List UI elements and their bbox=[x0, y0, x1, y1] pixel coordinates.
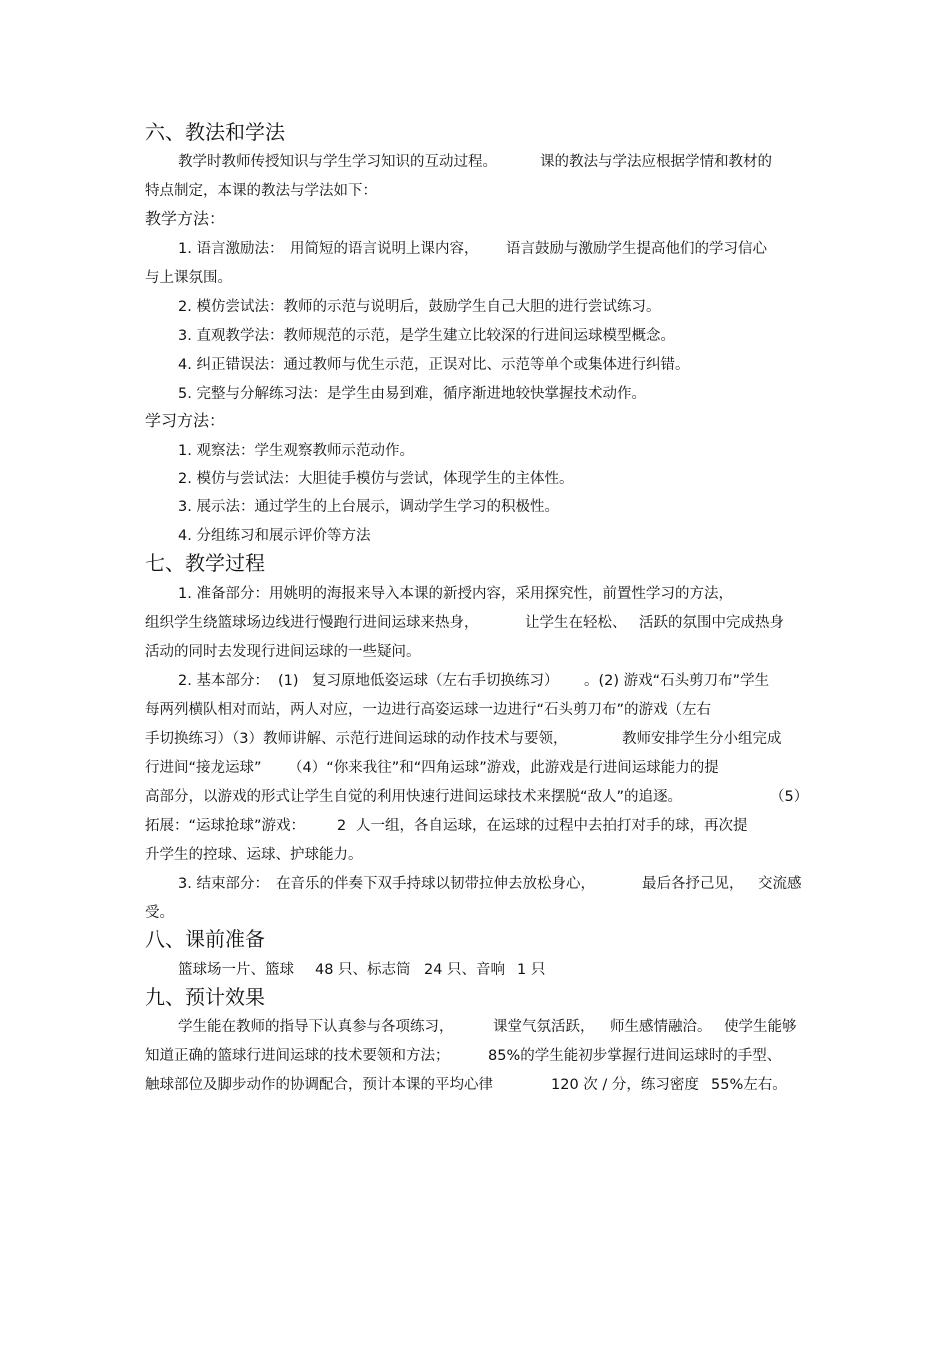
text-line: 知道正确的篮球行进间运球的技术要领和方法； bbox=[145, 1048, 450, 1064]
text-line: 24 只、音响 bbox=[424, 962, 506, 978]
text-line: 让学生在轻松、 bbox=[525, 615, 627, 631]
text-line: 特点制定，本课的教法与学法如下： bbox=[145, 183, 377, 199]
text-line: 拓展：“运球抢球”游戏： bbox=[145, 818, 306, 834]
text-line: （4）“你来我往”和“四角运球”游戏，此游戏是行进间运球能力的提 bbox=[288, 760, 719, 776]
list-item: 5. 完整与分解练习法：是学生由易到难，循序渐进地较快掌握技术动作。 bbox=[178, 386, 646, 402]
section-8-title: 八、课前准备 bbox=[145, 927, 265, 951]
teaching-methods-title: 教学方法： bbox=[145, 209, 226, 228]
text-line: 每两列横队相对而站，两人对应，一边进行高姿运球一边进行“石头剪刀布”的游戏（左右 bbox=[145, 702, 712, 718]
text-line: 用简短的语言说明上课内容， bbox=[290, 241, 479, 257]
text-line: 与上课氛围。 bbox=[145, 270, 232, 286]
list-item: 3. 展示法：通过学生的上台展示，调动学生学习的积极性。 bbox=[178, 499, 559, 515]
text-line: 1. 准备部分：用姚明的海报来导入本课的新授内容，采用探究性，前置性学习的方法， bbox=[178, 586, 733, 602]
text-line: 在音乐的伴奏下双手持球以韧带拉伸去放松身心， bbox=[276, 876, 595, 892]
list-item: 1. 观察法：学生观察教师示范动作。 bbox=[178, 443, 414, 459]
text-line: 2 bbox=[337, 818, 347, 834]
text-line: （5） bbox=[770, 789, 809, 805]
list-item: 2. 模仿与尝试法：大胆徒手模仿与尝试，体现学生的主体性。 bbox=[178, 471, 574, 487]
text-line: 课堂气氛活跃， bbox=[493, 1019, 595, 1035]
text-line: 触球部位及脚步动作的协调配合，预计本课的平均心律 bbox=[145, 1077, 493, 1093]
text-line: 教学时教师传授知识与学生学习知识的互动过程。 bbox=[178, 154, 497, 170]
text-line: 55%左右。 bbox=[711, 1077, 787, 1093]
text-line: 受。 bbox=[145, 905, 174, 921]
text-line: 组织学生绕篮球场边线进行慢跑行进间运球来热身， bbox=[145, 615, 479, 631]
list-item: 4. 纠正错误法：通过教师与优生示范，正误对比、示范等单个或集体进行纠错。 bbox=[178, 357, 690, 373]
section-9-title: 九、预计效果 bbox=[145, 985, 265, 1009]
text-line: 最后各抒己见， bbox=[642, 876, 744, 892]
text-line: 使学生能够 bbox=[724, 1019, 797, 1035]
text-line: 篮球场一片、篮球 bbox=[178, 962, 294, 978]
text-line: 行进间“接龙运球” bbox=[145, 760, 262, 776]
text-line: 2. 基本部分： bbox=[178, 673, 269, 689]
text-line: 120 次 / 分，练习密度 bbox=[551, 1077, 699, 1093]
text-line: 1. 语言激励法： bbox=[178, 241, 284, 257]
list-item: 3. 直观教学法：教师规范的示范，是学生建立比较深的行进间运球模型概念。 bbox=[178, 328, 675, 344]
text-line: (1) bbox=[278, 673, 299, 689]
text-line: 活跃的氛围中完成热身 bbox=[639, 615, 784, 631]
learning-methods-title: 学习方法： bbox=[145, 411, 226, 430]
text-line: 交流感 bbox=[758, 876, 802, 892]
text-line: 手切换练习）（3）教师讲解、示范行进间运球的动作技术与要领， bbox=[145, 731, 568, 747]
list-item: 4. 分组练习和展示评价等方法 bbox=[178, 528, 371, 544]
text-line: 1 只 bbox=[517, 962, 546, 978]
text-line: 活动的同时去发现行进间运球的一些疑问。 bbox=[145, 644, 421, 660]
text-line: 3. 结束部分： bbox=[178, 876, 269, 892]
text-line: 85%的学生能初步掌握行进间运球时的手型、 bbox=[488, 1048, 782, 1064]
section-7-title: 七、教学过程 bbox=[145, 551, 265, 575]
text-line: 语言鼓励与激励学生提高他们的学习信心 bbox=[506, 241, 767, 257]
list-item: 2. 模仿尝试法：教师的示范与说明后，鼓励学生自己大胆的进行尝试练习。 bbox=[178, 299, 661, 315]
text-line: 48 只、标志筒 bbox=[315, 962, 411, 978]
text-line: 高部分，以游戏的形式让学生自觉的利用快速行进间运球技术来摆脱“敌人”的追逐。 bbox=[145, 789, 683, 805]
text-line: 师生感情融洽。 bbox=[610, 1019, 712, 1035]
text-line: 。(2) 游戏“石头剪刀布”学生 bbox=[584, 673, 770, 689]
text-line: 学生能在教师的指导下认真参与各项练习， bbox=[178, 1019, 454, 1035]
text-line: 复习原地低姿运球（左右手切换练习） bbox=[312, 673, 559, 689]
text-line: 课的教法与学法应根据学情和教材的 bbox=[540, 154, 772, 170]
text-line: 人一组，各自运球，在运球的过程中去拍打对手的球，再次提 bbox=[356, 818, 748, 834]
text-line: 升学生的控球、运球、护球能力。 bbox=[145, 847, 363, 863]
section-6-title: 六、教法和学法 bbox=[145, 120, 285, 144]
text-line: 教师安排学生分小组完成 bbox=[622, 731, 782, 747]
